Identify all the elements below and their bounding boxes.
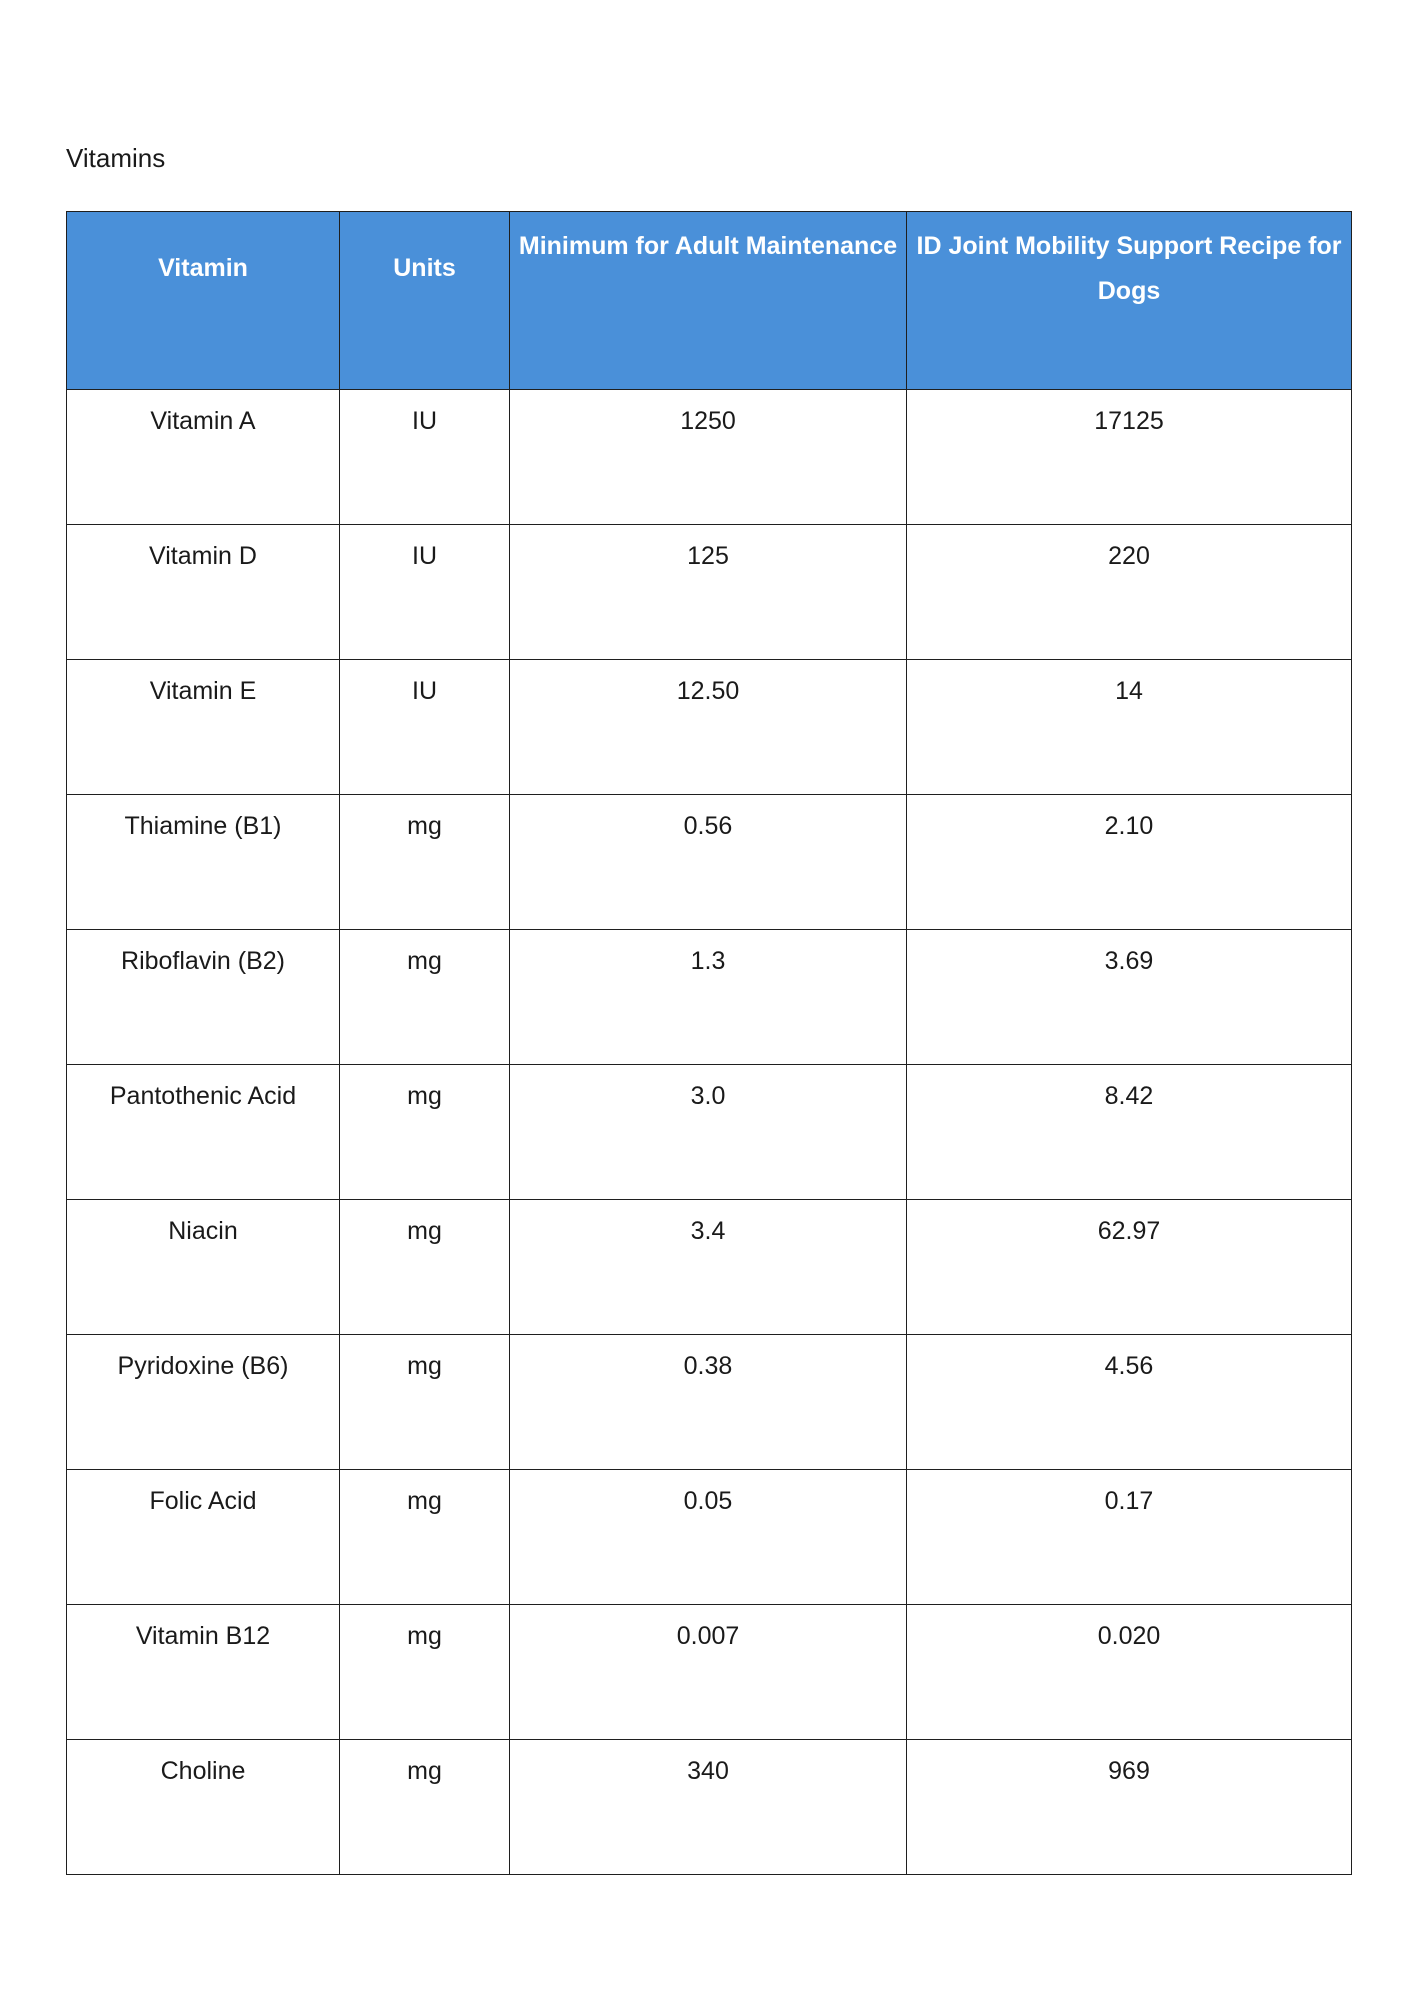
table-row [67, 1605, 1352, 1740]
vitamins-table [66, 211, 1352, 1875]
cell-minimum: 1250 [510, 390, 907, 525]
cell-units: mg [340, 795, 510, 930]
header-recipe-value: ID Joint Mobility Support Recipe for Dogs [907, 212, 1352, 390]
table-row [67, 390, 1352, 525]
table-body [67, 390, 1352, 1875]
cell-recipe-value: 62.97 [907, 1200, 1352, 1335]
cell-recipe-value: 0.17 [907, 1470, 1352, 1605]
cell-units: IU [340, 525, 510, 660]
cell-units: mg [340, 1065, 510, 1200]
header-units: Units [340, 212, 510, 390]
cell-minimum: 1.3 [510, 930, 907, 1065]
cell-vitamin-name: Vitamin A [67, 390, 340, 525]
cell-recipe-value: 17125 [907, 390, 1352, 525]
table-row [67, 1335, 1352, 1470]
cell-recipe-value: 14 [907, 660, 1352, 795]
cell-minimum: 0.007 [510, 1605, 907, 1740]
cell-recipe-value: 3.69 [907, 930, 1352, 1065]
cell-recipe-value: 4.56 [907, 1335, 1352, 1470]
cell-recipe-value: 969 [907, 1740, 1352, 1875]
table-header-row [67, 212, 1352, 390]
cell-recipe-value: 2.10 [907, 795, 1352, 930]
cell-units: mg [340, 1605, 510, 1740]
table-row [67, 795, 1352, 930]
cell-vitamin-name: Pantothenic Acid [67, 1065, 340, 1200]
cell-minimum: 3.0 [510, 1065, 907, 1200]
cell-minimum: 12.50 [510, 660, 907, 795]
page-title: Vitamins [66, 143, 166, 173]
cell-vitamin-name: Vitamin B12 [67, 1605, 340, 1740]
table-row [67, 1065, 1352, 1200]
cell-vitamin-name: Vitamin D [67, 525, 340, 660]
cell-recipe-value: 0.020 [907, 1605, 1352, 1740]
cell-vitamin-name: Niacin [67, 1200, 340, 1335]
cell-units: mg [340, 1200, 510, 1335]
cell-vitamin-name: Pyridoxine (B6) [67, 1335, 340, 1470]
cell-units: mg [340, 1335, 510, 1470]
cell-minimum: 125 [510, 525, 907, 660]
table-row [67, 660, 1352, 795]
table-row [67, 1470, 1352, 1605]
cell-recipe-value: 8.42 [907, 1065, 1352, 1200]
table-row [67, 1200, 1352, 1335]
cell-recipe-value: 220 [907, 525, 1352, 660]
cell-vitamin-name: Riboflavin (B2) [67, 930, 340, 1065]
cell-minimum: 0.56 [510, 795, 907, 930]
table-row [67, 1740, 1352, 1875]
cell-minimum: 0.38 [510, 1335, 907, 1470]
cell-vitamin-name: Vitamin E [67, 660, 340, 795]
cell-vitamin-name: Thiamine (B1) [67, 795, 340, 930]
table-row [67, 525, 1352, 660]
cell-minimum: 340 [510, 1740, 907, 1875]
cell-units: mg [340, 1470, 510, 1605]
cell-units: mg [340, 930, 510, 1065]
cell-vitamin-name: Folic Acid [67, 1470, 340, 1605]
header-minimum-adult-maintenance: Minimum for Adult Maintenance [510, 212, 907, 390]
cell-units: IU [340, 660, 510, 795]
cell-vitamin-name: Choline [67, 1740, 340, 1875]
cell-minimum: 0.05 [510, 1470, 907, 1605]
cell-units: mg [340, 1740, 510, 1875]
table-row [67, 930, 1352, 1065]
header-vitamin: Vitamin [67, 212, 340, 390]
cell-minimum: 3.4 [510, 1200, 907, 1335]
cell-units: IU [340, 390, 510, 525]
